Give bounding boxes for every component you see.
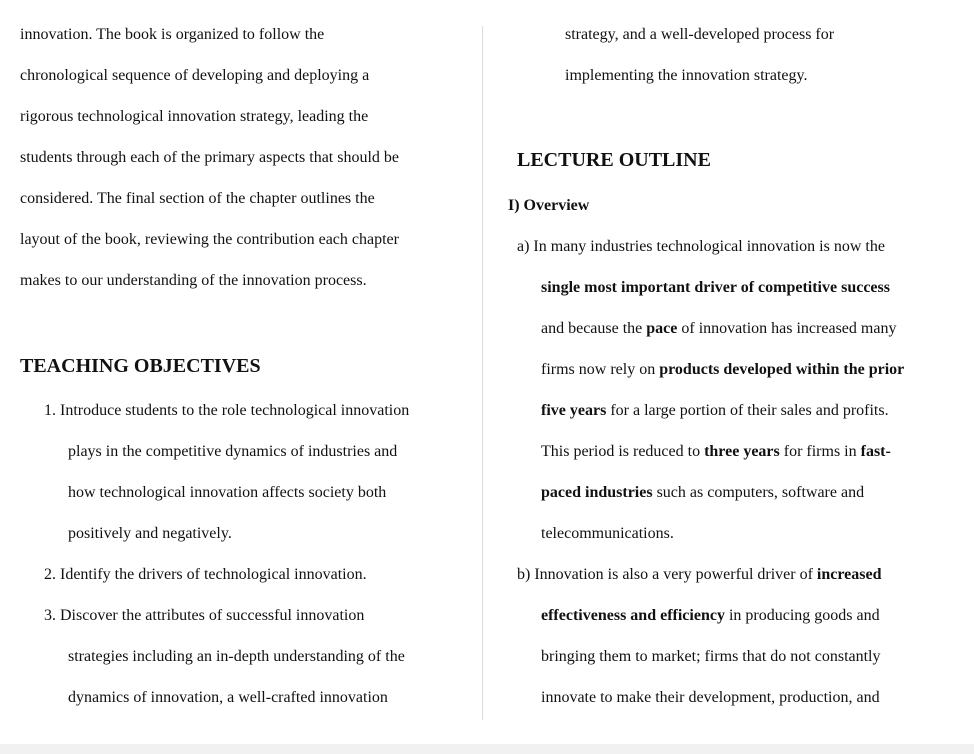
- teaching-objectives-heading: TEACHING OBJECTIVES: [20, 355, 261, 377]
- intro-line: considered. The final section of the chapter outlines the: [20, 190, 375, 207]
- page-bottom-gutter: [0, 744, 974, 754]
- outline-item-a-line: a) In many industries technological innovation is now the: [517, 238, 885, 255]
- intro-line: makes to our understanding of the innovation process.: [20, 272, 367, 289]
- body-text: This period is reduced to: [541, 443, 705, 460]
- outline-item-b-line: bringing them to market; firms that do not constantly: [541, 648, 881, 665]
- emphasis-text: increased: [816, 566, 882, 583]
- objective-line: 2. Identify the drivers of technological innovation.: [44, 566, 367, 583]
- column-divider: [482, 26, 483, 720]
- body-text: b) Innovation is also a very powerful driver of: [517, 566, 817, 583]
- outline-item-a-line: telecommunications.: [541, 525, 674, 542]
- objective-line: 3. Discover the attributes of successful innovation: [44, 607, 365, 624]
- continued-line: strategy, and a well-developed process for: [565, 26, 835, 43]
- objective-line: plays in the competitive dynamics of industries and: [68, 443, 398, 460]
- overview-heading: I) Overview: [508, 197, 590, 214]
- objective-line: strategies including an in-depth understanding of the: [68, 648, 405, 665]
- outline-item-b-line: innovate to make their development, production, and: [541, 689, 880, 706]
- emphasis-text: five years: [541, 402, 607, 419]
- objective-line: dynamics of innovation, a well-crafted innovation: [68, 689, 388, 706]
- intro-line: students through each of the primary aspects that should be: [20, 149, 400, 166]
- intro-line: innovation. The book is organized to follow the: [20, 26, 325, 43]
- body-text: firms now rely on: [541, 361, 660, 378]
- intro-line: rigorous technological innovation strategy, leading the: [20, 108, 369, 125]
- outline-item-a-line: [541, 442, 891, 462]
- lecture-outline-heading: LECTURE OUTLINE: [517, 149, 711, 171]
- outline-item-b-line: [517, 565, 882, 585]
- emphasis-text: pace: [646, 320, 678, 337]
- objective-line: positively and negatively.: [68, 525, 232, 542]
- outline-item-a-line: [541, 360, 904, 380]
- emphasis-text: fast-: [860, 443, 891, 460]
- emphasis-text: three years: [704, 443, 780, 460]
- intro-line: layout of the book, reviewing the contribution each chapter: [20, 231, 399, 248]
- emphasis-text: paced industries: [541, 484, 653, 501]
- body-text: of innovation has increased many: [677, 320, 897, 337]
- body-text: in producing goods and: [724, 607, 880, 624]
- body-text: and because the: [541, 320, 647, 337]
- emphasis-text: products developed within the prior: [659, 361, 905, 378]
- body-text: such as computers, software and: [652, 484, 865, 501]
- outline-item-b-line: [541, 606, 880, 626]
- outline-item-a-line: [541, 319, 896, 339]
- emphasis-text: single most important driver of competitive success: [541, 279, 890, 296]
- body-text: for firms in: [779, 443, 861, 460]
- outline-item-a-line: [541, 278, 890, 298]
- intro-line: chronological sequence of developing and deploying a: [20, 67, 370, 84]
- emphasis-text: effectiveness and efficiency: [541, 607, 725, 624]
- objective-line: how technological innovation affects society both: [68, 484, 387, 501]
- continued-line: implementing the innovation strategy.: [565, 67, 808, 84]
- body-text: for a large portion of their sales and profits.: [606, 402, 889, 419]
- outline-item-a-line: [541, 401, 889, 421]
- objective-line: 1. Introduce students to the role technological innovation: [44, 402, 410, 419]
- outline-item-a-line: [541, 483, 864, 503]
